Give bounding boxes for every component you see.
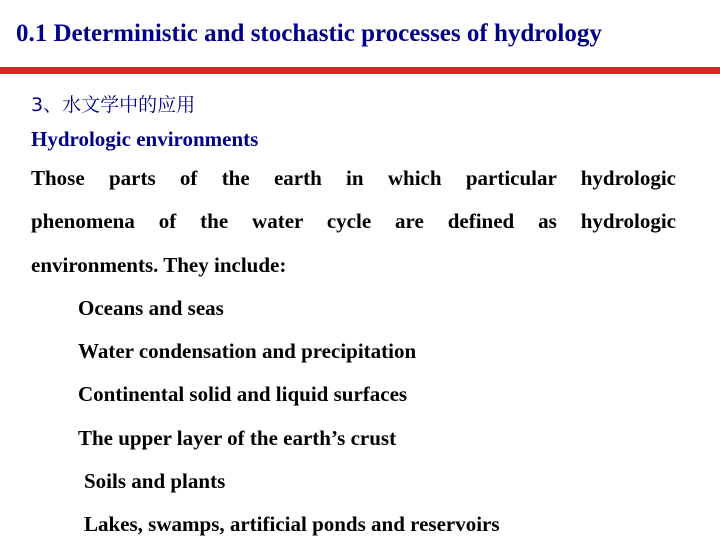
list-item: The upper layer of the earth’s crust <box>78 426 397 450</box>
list-item: Oceans and seas <box>78 296 224 320</box>
title-divider <box>0 67 720 74</box>
list-item: Continental solid and liquid surfaces <box>78 382 408 406</box>
paragraph-line: phenomena of the water cycle are defined as hydrologic <box>31 209 676 233</box>
paragraph-line: Those parts of the earth in which particular hydrologic <box>31 166 676 190</box>
paragraph-line: environments. They include: <box>31 253 287 277</box>
list-item: Water condensation and precipitation <box>78 339 417 363</box>
subheading: Hydrologic environments <box>31 127 259 151</box>
list-item: Soils and plants <box>84 469 226 493</box>
section-heading: 3、水文学中的应用 <box>31 94 196 116</box>
list-item: Lakes, swamps, artificial ponds and reservoirs <box>84 512 500 536</box>
slide-title: 0.1 Deterministic and stochastic processes of hydrology <box>16 20 602 47</box>
